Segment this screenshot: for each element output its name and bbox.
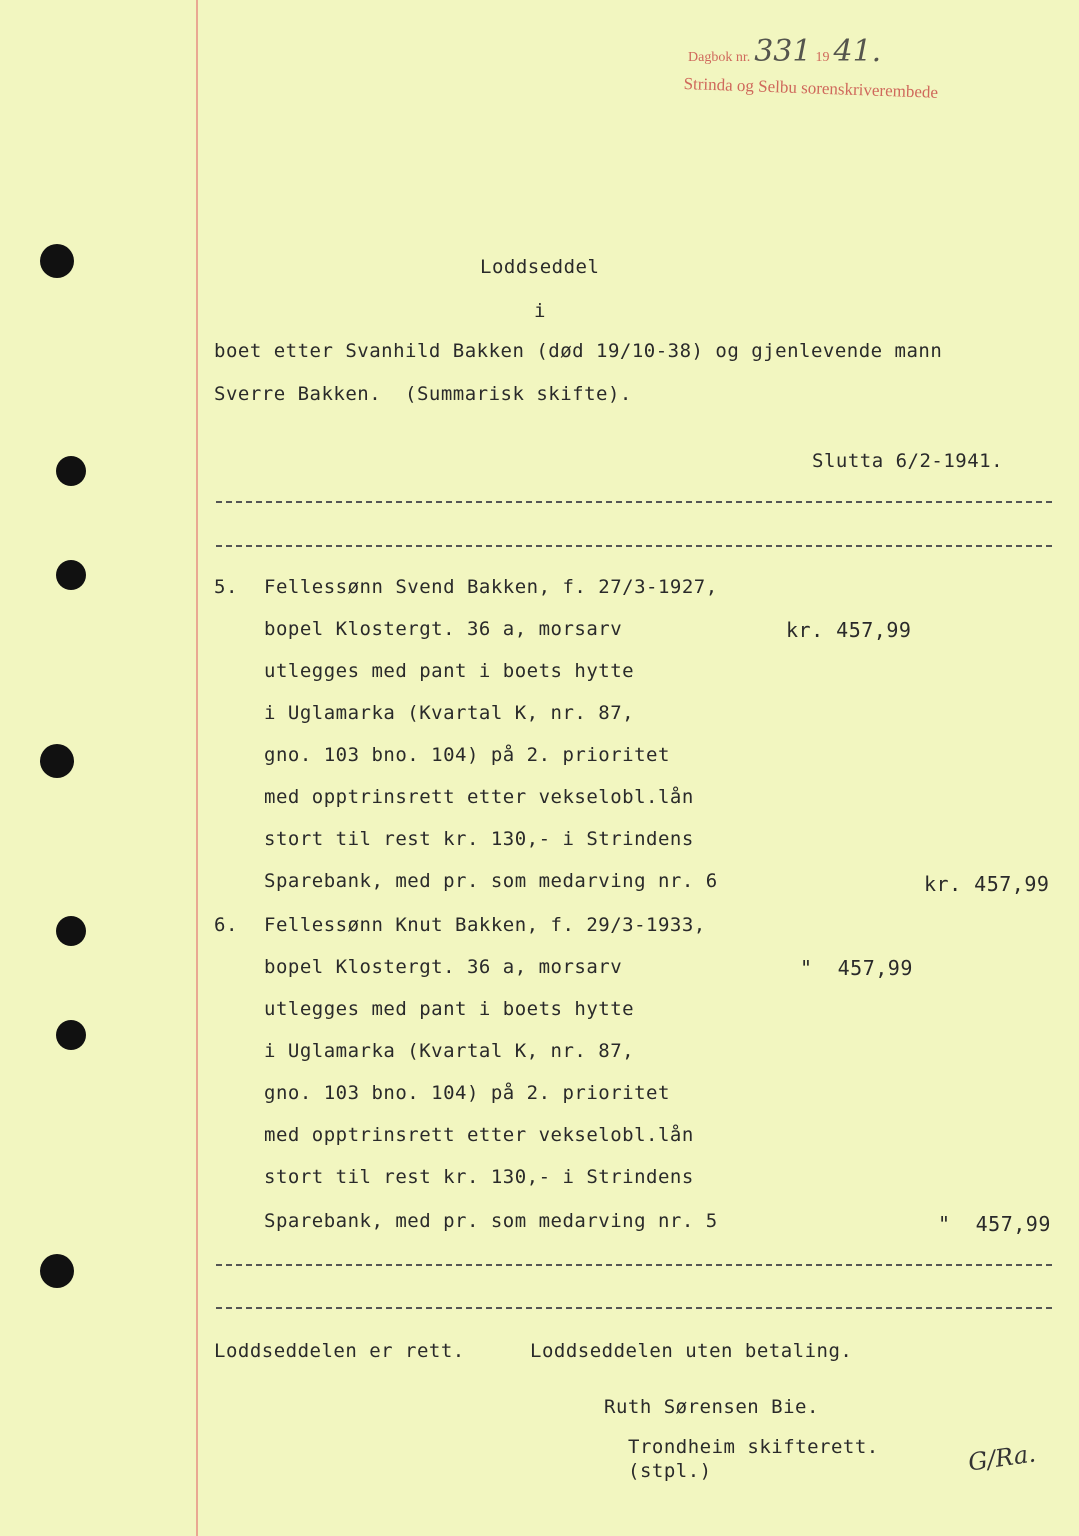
footer-no-payment: Loddseddelen uten betaling.: [530, 1340, 853, 1362]
footer-initials: G/Ra.: [966, 1439, 1038, 1477]
entry-line: Sparebank, med pr. som medarving nr. 5: [264, 1210, 718, 1232]
punch-hole: [56, 456, 86, 486]
intro-line-2: Sverre Bakken. (Summarisk skifte).: [214, 383, 632, 405]
entry-line: med opptrinsrett etter vekselobl.lån: [264, 786, 694, 808]
separator: [216, 1307, 1052, 1309]
punch-hole: [56, 560, 86, 590]
closed-date: Slutta 6/2-1941.: [812, 450, 1004, 472]
footer-stamp-note: (stpl.): [628, 1460, 712, 1482]
stamp-prefix: Dagbok nr.: [688, 50, 751, 65]
entry-line: gno. 103 bno. 104) på 2. prioritet: [264, 1082, 670, 1104]
entry-line: Fellessønn Knut Bakken, f. 29/3-1933,: [264, 914, 706, 936]
separator: [216, 545, 1052, 547]
stamp-number: 331: [754, 34, 812, 69]
punch-hole: [40, 244, 74, 278]
entry-line: bopel Klostergt. 36 a, morsarv: [264, 618, 623, 640]
entry-line: stort til rest kr. 130,- i Strindens: [264, 1166, 694, 1188]
entry-line: Fellessønn Svend Bakken, f. 27/3-1927,: [264, 576, 718, 598]
punch-hole: [56, 916, 86, 946]
entry-line: utlegges med pant i boets hytte: [264, 998, 635, 1020]
entry-amount-mid: " 457,99: [800, 956, 913, 980]
entry-number: 6.: [214, 914, 238, 936]
stamp-year: 41.: [833, 34, 882, 69]
footer-correct: Loddseddelen er rett.: [214, 1340, 465, 1362]
punch-hole: [40, 744, 74, 778]
entry-amount-right: kr. 457,99: [924, 872, 1050, 896]
entry-amount-mid: kr. 457,99: [786, 618, 912, 642]
punch-hole: [40, 1254, 74, 1288]
punch-hole: [56, 1020, 86, 1050]
entry-line: gno. 103 bno. 104) på 2. prioritet: [264, 744, 670, 766]
stamp-office: Strinda og Selbu sorenskriverembede: [683, 74, 939, 102]
entry-line: i Uglamarka (Kvartal K, nr. 87,: [264, 1040, 635, 1062]
entry-line: bopel Klostergt. 36 a, morsarv: [264, 956, 623, 978]
footer-court: Trondheim skifterett.: [628, 1436, 879, 1458]
entry-line: med opptrinsrett etter vekselobl.lån: [264, 1124, 694, 1146]
entry-line: Sparebank, med pr. som medarving nr. 6: [264, 870, 718, 892]
intro-line-1: boet etter Svanhild Bakken (død 19/10-38) og gjenlevende mann: [214, 340, 943, 362]
stamp-year-prefix: 19: [815, 50, 830, 65]
entry-number: 5.: [214, 576, 238, 598]
entry-line: stort til rest kr. 130,- i Strindens: [264, 828, 694, 850]
margin-line: [196, 0, 198, 1536]
document-subtitle: i: [534, 300, 546, 322]
registry-stamp: [688, 34, 881, 69]
entry-amount-right: " 457,99: [938, 1212, 1051, 1236]
footer-signer: Ruth Sørensen Bie.: [604, 1396, 819, 1418]
document-title: Loddseddel: [480, 256, 600, 278]
separator: [216, 501, 1052, 503]
separator: [216, 1264, 1052, 1266]
entry-line: utlegges med pant i boets hytte: [264, 660, 635, 682]
entry-line: i Uglamarka (Kvartal K, nr. 87,: [264, 702, 635, 724]
